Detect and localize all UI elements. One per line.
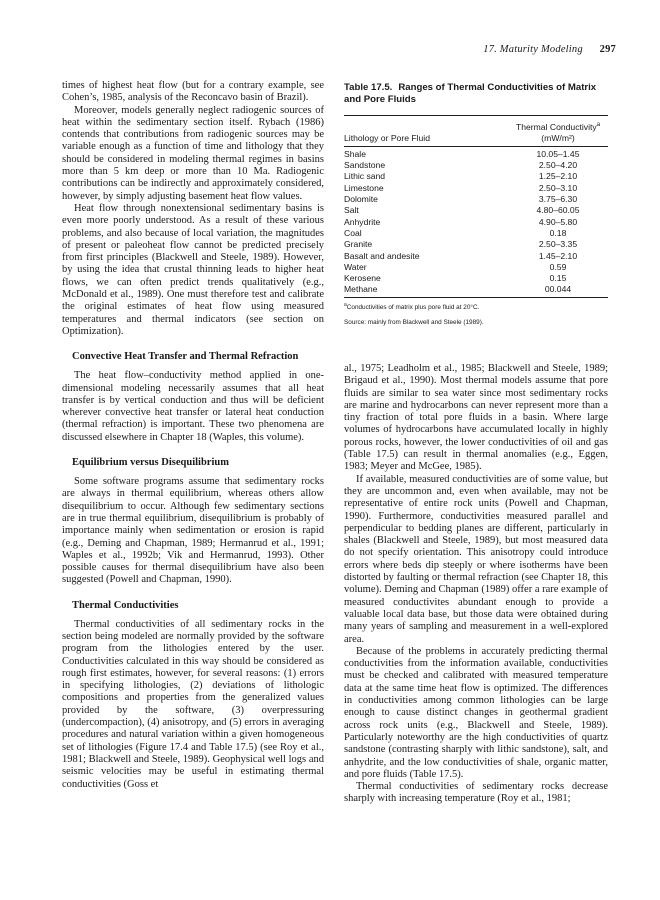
paragraph: al., 1975; Leadholm et al., 1985; Blackwell and Steele, 1989; Brigaud et al., 1990). Most thermal models assume that pore fluids are similar to sea water since most sedimentary rocks are marine and hydrocarbons can never represent more than a tiny fraction of total pore fluids in a basin. Where large volumes of hydrocarbons have accumulated locally in highly porous rocks, however, the lower conductivities of oil and gas (Table 17.5) can result in thermal anomalies (e.g., Eggen, 1983; Meyer and McGee, 1985). xyxy=(344,363,608,473)
table-footnote xyxy=(344,301,608,312)
table-row xyxy=(344,205,608,216)
table-cell-lithology: Basalt and andesite xyxy=(344,250,420,261)
table-cell-conductivity: 0.59 xyxy=(549,261,567,272)
section-heading: Convective Heat Transfer and Thermal Refraction xyxy=(72,351,299,363)
table-cell-lithology: Dolomite xyxy=(344,194,378,205)
table-row xyxy=(344,251,608,262)
table-cell-conductivity: 0.18 xyxy=(549,227,567,238)
table-cell-lithology: Methane xyxy=(344,284,378,295)
table-row xyxy=(344,183,608,194)
paragraph: times of highest heat flow (but for a contrary example, see Cohen’s, 1985, analysis of the Reconcavo basin of Brazil). xyxy=(62,80,324,104)
table-body xyxy=(344,147,608,297)
table-row xyxy=(344,194,608,205)
table-cell-lithology: Salt xyxy=(344,205,359,216)
table-cell-conductivity: 2.50–3.10 xyxy=(538,182,578,193)
chapter-title: 17. Maturity Modeling xyxy=(483,44,583,55)
table-cell-lithology: Limestone xyxy=(344,182,384,193)
table-footnote-mark: a xyxy=(344,301,347,308)
table-row xyxy=(344,228,608,239)
table-cell-lithology: Coal xyxy=(344,227,362,238)
table-header-conductivity-label: Thermal Conductivity xyxy=(515,121,597,132)
section-heading: Thermal Conductivities xyxy=(72,599,179,611)
table-row xyxy=(344,284,608,295)
table-caption: Ranges of Thermal Conductivities of Matrix and Pore Fluids xyxy=(344,82,597,105)
table-cell-conductivity: 00.044 xyxy=(544,284,572,295)
table-header-lithology: Lithology or Pore Fluid xyxy=(344,132,430,143)
table-cell-conductivity: 1.45–2.10 xyxy=(538,250,578,261)
running-head xyxy=(276,44,616,55)
table-row xyxy=(344,262,608,273)
paragraph: The heat flow–conductivity method applied in one-dimensional modeling necessarily assumes that all heat transfer is by vertical conduction and thus will be deficient wherever convective heat transfer or lateral heat conduction (thermal refraction) is important. These two phenomena are discussed elsewhere in Chapter 18 (Waples, this volume). xyxy=(62,370,324,443)
paragraph: Because of the problems in accurately predicting thermal conductivities from the information available, conductivities must be checked and calibrated with measured temperature data at the same time heat flow is optimized. The differences in conductivities among common lithologies can be large enough to cause distinct changes in geothermal gradient across rock units (e.g., Blackwell and Steele, 1989). Particularly noteworthy are the high conductivities of quartz sandstone (contrasting sharply with lithic sandstone), salt, and anhydrite, and the low conductivities of shale, organic matter, and pore fluids (Table 17.5). xyxy=(344,645,608,780)
table-cell-conductivity: 0.15 xyxy=(549,273,567,284)
table-cell-lithology: Shale xyxy=(344,148,366,159)
table-label: Table 17.5. xyxy=(344,82,393,93)
table-bottom-rule xyxy=(344,297,608,298)
table-cell-lithology: Water xyxy=(344,261,367,272)
table-cell-lithology: Anhydrite xyxy=(344,216,381,227)
table-row xyxy=(344,217,608,228)
table-row xyxy=(344,239,608,250)
table-cell-conductivity: 10.05–1.45 xyxy=(536,148,580,159)
table-header-footnote-mark: a xyxy=(596,122,601,128)
table-cell-conductivity: 4.80–60.05 xyxy=(536,205,580,216)
table-header-row xyxy=(344,116,608,146)
table-cell-lithology: Lithic sand xyxy=(344,171,386,182)
conductivity-table xyxy=(344,82,608,333)
table-cell-conductivity: 4.90–5.80 xyxy=(538,216,578,227)
table-cell-conductivity: 1.25–2.10 xyxy=(538,171,578,182)
table-row xyxy=(344,273,608,284)
table-row xyxy=(344,160,608,171)
table-header-units: (mW/m²) xyxy=(541,132,575,143)
table-cell-conductivity: 2.50–3.35 xyxy=(538,239,578,250)
paragraph: Some software programs assume that sedimentary rocks are always in thermal equilibrium, whereas others allow disequilibrium to occur. Although few sedimentary sections are in true thermal equilibrium, disequilibrium is probably of importance mainly when sedimentation or erosion is rapid (e.g., Deming and Chapman, 1989; Hermanrud et al., 1991; Waples et al., 1992b; Vik and Hermanrud, 1993). Other possible causes for thermal disequilibrium have also been suggested (Powell and Chapman, 1990). xyxy=(62,476,324,586)
table-title xyxy=(344,82,608,105)
section-heading: Equilibrium versus Disequilibrium xyxy=(72,457,229,469)
paragraph: Moreover, models generally neglect radiogenic sources of heat within the sedimentary section itself. Rybach (1986) contends that contributions from radiogenic sources may be variable enough as a function of time and lithology that they should be considered in modeling thermal regimes in basins more than 5 km deep or more than 10 Ma. Radiogenic contributions can be indirectly and approximately considered, however, by simply adjusting basement heat flow values. xyxy=(62,104,324,202)
paragraph: Thermal conductivities of sedimentary rocks decrease sharply with increasing temperature (Roy et al., 1981; xyxy=(344,781,608,805)
table-footnotes xyxy=(344,301,608,327)
paragraph: If available, measured conductivities are of some value, but they are uncommon and, even when available, may not be representative of entire rock units (Powell and Chapman, 1990). Furthermore, conductivities measured parallel and perpendicular to bedding planes are different, particularly in shales (Blackwell and Steele, 1989), but most measured data do not specify orientation. This anisotropy could introduce errors where beds dip steeply or where isotherms have been distorted by faulting or thermal refraction (see Chapter 18, this volume). Deming and Chapman (1989) offer a rare example of measured conductivites abundant enough to provide a valuable local data base, but those data were obtained during many years of sampling and measurement in a well-explored area. xyxy=(344,473,608,645)
table-cell-conductivity: 2.50–4.20 xyxy=(538,160,578,171)
table-source: Source: mainly from Blackwell and Steele (1989). xyxy=(344,318,484,326)
paragraph: Thermal conductivities of all sedimentary rocks in the section being modeled are normally provided by the software program from the lithologies entered by the user. Conductivities calculated in this way should be considered as rough first estimates, however, for several reasons: (1) errors in specifying lithologies, (2) deviations of lithologic compositions and properties from the generalized values provided by the software, (3) overpressuring (undercompaction), (4) anisotropy, and (5) errors in averaging procedures and natural variation within a given homogeneous set of lithologies (Figure 17.4 and Table 17.5) (see Roy et al., 1981; Blackwell and Steele, 1989). Geophysical well logs and seismic velocities may be useful in estimating thermal conductivities (Goss et xyxy=(62,618,324,790)
table-cell-lithology: Granite xyxy=(344,239,373,250)
table-header-conductivity xyxy=(508,120,608,144)
left-text-column xyxy=(62,80,324,791)
table-row xyxy=(344,149,608,160)
table-footnote-text: Conductivities of matrix plus pore fluid at 20°C. xyxy=(346,303,480,311)
table-cell-lithology: Kerosene xyxy=(344,273,381,284)
page-number: 297 xyxy=(599,44,616,55)
table-row xyxy=(344,171,608,182)
table-cell-conductivity: 3.75–6.30 xyxy=(538,194,578,205)
table-cell-lithology: Sandstone xyxy=(344,160,386,171)
right-text-column xyxy=(344,363,608,806)
paragraph: Heat flow through nonextensional sedimentary basins is even more poorly understood. As a result of these various problems, and also because of local variation, the magnitudes of present or paleoheat flow cannot be predicted precisely from first principles (Blackwell and Steele, 1989). However, by using the idea that crustal thinning leads to higher heat flows, we can often predict trends qualitatively (e.g., McDonald et al., 1989). One must therefore test and calibrate the original estimates of heat flow using measured temperatures and thermal indicators (see section on Optimization). xyxy=(62,202,324,337)
